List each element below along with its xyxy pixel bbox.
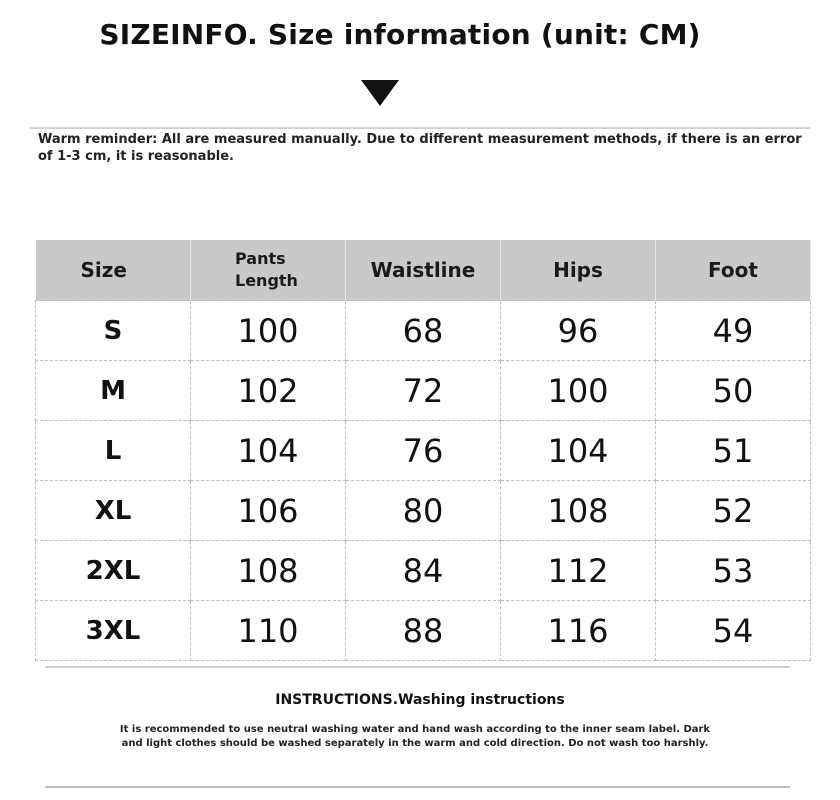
waistline-cell: 88 bbox=[346, 601, 501, 661]
bottom-divider bbox=[45, 786, 790, 788]
column-header-pants-length: Pants Length bbox=[191, 240, 346, 301]
instructions-title: INSTRUCTIONS.Washing instructions bbox=[275, 692, 565, 708]
hips-cell: 96 bbox=[501, 301, 656, 361]
foot-cell: 49 bbox=[656, 301, 811, 361]
table-row bbox=[36, 481, 811, 541]
column-header-size: Size bbox=[36, 240, 191, 301]
page-title: SIZEINFO. Size information (unit: CM) bbox=[99, 18, 701, 51]
size-cell: XL bbox=[36, 481, 191, 541]
down-arrow-icon bbox=[361, 80, 399, 106]
size-table bbox=[35, 240, 811, 661]
waistline-cell: 72 bbox=[346, 361, 501, 421]
pants-length-cell: 102 bbox=[191, 361, 346, 421]
table-row bbox=[36, 601, 811, 661]
waistline-cell: 84 bbox=[346, 541, 501, 601]
top-divider bbox=[30, 127, 810, 129]
foot-cell: 51 bbox=[656, 421, 811, 481]
size-cell: 2XL bbox=[36, 541, 191, 601]
table-row bbox=[36, 421, 811, 481]
pants-length-cell: 104 bbox=[191, 421, 346, 481]
column-header-waistline: Waistline bbox=[346, 240, 501, 301]
column-header-foot: Foot bbox=[656, 240, 811, 301]
foot-cell: 52 bbox=[656, 481, 811, 541]
hips-cell: 108 bbox=[501, 481, 656, 541]
hips-cell: 112 bbox=[501, 541, 656, 601]
hips-cell: 116 bbox=[501, 601, 656, 661]
pants-length-cell: 110 bbox=[191, 601, 346, 661]
foot-cell: 53 bbox=[656, 541, 811, 601]
waistline-cell: 76 bbox=[346, 421, 501, 481]
warm-reminder: Warm reminder: All are measured manually. Due to different measurement methods, if there is an error of 1-3 cm, it is reasonable. bbox=[38, 132, 802, 164]
pants-length-cell: 108 bbox=[191, 541, 346, 601]
foot-cell: 54 bbox=[656, 601, 811, 661]
table-row bbox=[36, 361, 811, 421]
pants-length-cell: 100 bbox=[191, 301, 346, 361]
table-header-row bbox=[36, 240, 811, 301]
foot-cell: 50 bbox=[656, 361, 811, 421]
instructions-text: It is recommended to use neutral washing water and hand wash according to the inner seam label. Dark and light clothes should be washed separately in the warm and cold direction. Do not wash too harshly. bbox=[119, 724, 711, 749]
waistline-cell: 68 bbox=[346, 301, 501, 361]
size-table-container bbox=[35, 240, 810, 660]
column-header-hips: Hips bbox=[501, 240, 656, 301]
size-cell: S bbox=[36, 301, 191, 361]
table-row bbox=[36, 541, 811, 601]
hips-cell: 100 bbox=[501, 361, 656, 421]
middle-divider bbox=[45, 666, 790, 668]
size-cell: 3XL bbox=[36, 601, 191, 661]
size-cell: L bbox=[36, 421, 191, 481]
table-row bbox=[36, 301, 811, 361]
waistline-cell: 80 bbox=[346, 481, 501, 541]
hips-cell: 104 bbox=[501, 421, 656, 481]
size-cell: M bbox=[36, 361, 191, 421]
pants-length-cell: 106 bbox=[191, 481, 346, 541]
